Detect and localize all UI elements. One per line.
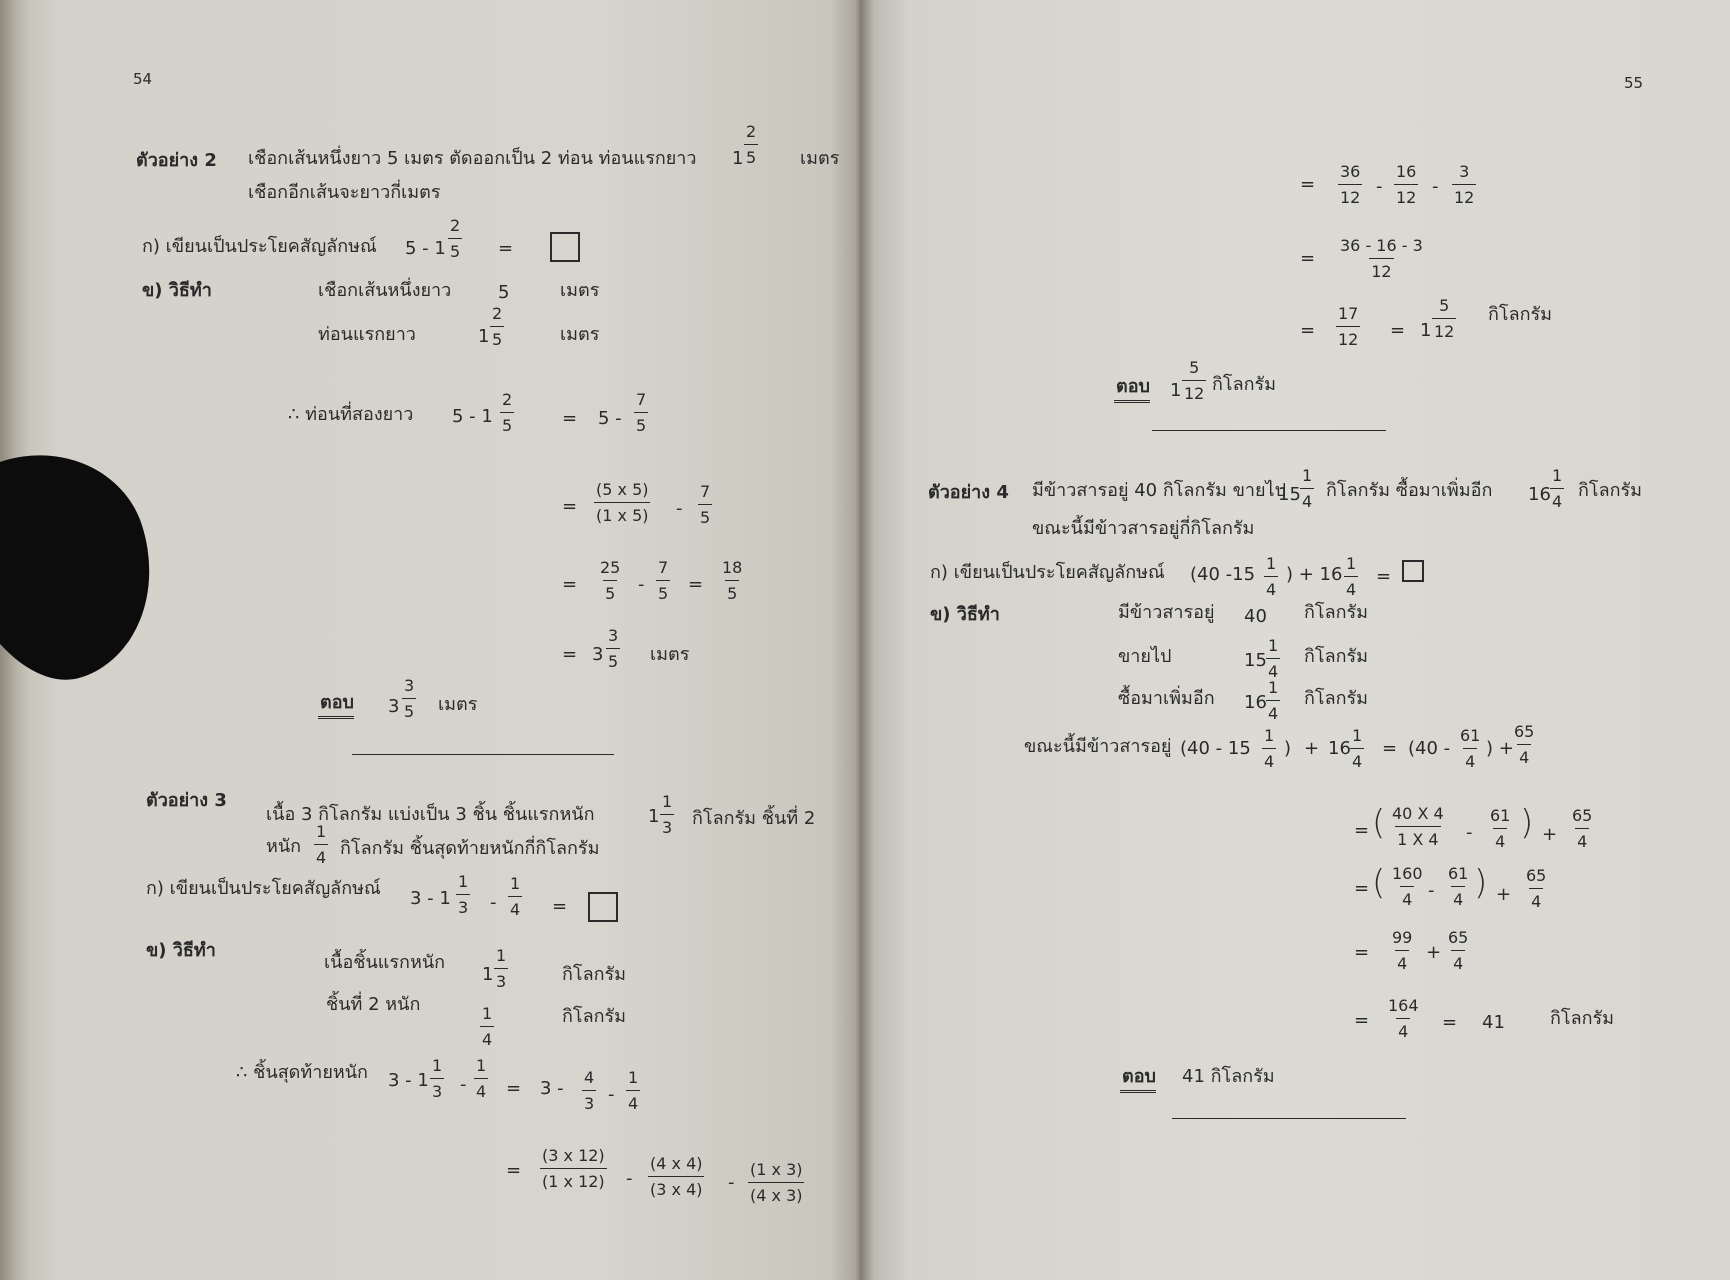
example-3-line1: เนื้อ 3 กิโลกรัม แบ่งเป็น 3 ชิ้น ชิ้นแรกหนัก [266,804,595,825]
example-4-line2: ขณะนี้มีข้าวสารอยู่กี่กิโลกรัม [1032,518,1255,539]
left-page: 54 ตัวอย่าง 2 เชือกเส้นหนึ่งยาว 5 เมตร ตัดออกเป็น 2 ท่อน ท่อนแรกยาว 1 $\frac{2}{5}$ เมตร เชือกอีกเส้นจะยาวกี่เมตร ก) เขียนเป็นประโยคสัญลักษณ์ 5 - 1 $\frac{2}{5}$ = ข) วิธีทำ เชือกเส้นหนึ่งยาว 5 เมตร ท่อนแรกยาว 1 $\frac{2}{5}$ เมตร ∴ ท่อนที่สองยาว 5 - 1 $\frac{2}{5}$ = 5 - $\frac{7}{5}$ = $\frac{(5 x 5)}{(1 x 5)}$ - $\frac{7}{5}$ = $\frac{25}{5}$ - $\frac{7}{5}$ = $\frac{18}{5}$ = 3 $\frac{3}{5}$ เมตร ตอบ 3 $\frac{3}{5}$ เมตร ตัวอย่าง 3 เนื้อ 3 กิโลกรัม แบ่งเป็น 3 ชิ้น ชิ้นแรกหนัก 1 $\frac{1}{3}$ กิโลกรัม ชิ้นที่ 2 หนัก $\frac{1}{4}$ กิโลกรัม ชิ้นสุดท้ายหนักกี่กิโลกรัม ก) เขียนเป็นประโยคสัญลักษณ์ 3 - 1 $\frac{1}{3}$ - $\frac{1}{4}$ = ข) วิธีทำ เนื้อชิ้นแรกหนัก 1 $\frac{1}{3}$ กิโลกรัม ชิ้นที่ 2 หนัก $\frac{1}{4}$ กิโลกรัม ∴ ชิ้นสุดท้ายหนัก 3 - 1 $\frac{1}{3}$ - $\frac{1}{4}$ = 3 - $\frac{4}{3}$ - $\frac{1}{4}$ = $\frac{(3 x 12)}{(1 x 12)}$ - $\frac{(4 x 4)}{(3 x 4)}$ - $\frac{(1 x 3)}{(4 x 3)}$ [0,0,860,1280]
answer-label: ตอบ [1116,376,1150,397]
fraction: $\frac{5}{12}$ [1184,358,1205,403]
fraction: $\frac{1}{3}$ [496,946,507,991]
fraction: $\frac{65}{4}$ [1526,866,1547,911]
fraction: $\frac{(4 x 4)}{(3 x 4)}$ [650,1154,703,1199]
fraction: $\frac{61}{4}$ [1448,864,1469,909]
fraction: $\frac{40 X 4}{1 X 4}$ [1392,804,1444,849]
fraction: $\frac{1}{4}$ [510,874,521,919]
fraction: $\frac{160}{4}$ [1392,864,1423,909]
answer-box [588,892,618,922]
fraction: $\frac{7}{5}$ [700,482,711,527]
fraction: $\frac{(3 x 12)}{(1 x 12)}$ [542,1146,605,1191]
example-2-line1: เชือกเส้นหนึ่งยาว 5 เมตร ตัดออกเป็น 2 ท่อน ท่อนแรกยาว [248,148,697,169]
answer-label: ตอบ [1122,1066,1156,1087]
fraction: $\frac{99}{4}$ [1392,928,1413,973]
fraction: $\frac{2}{5}$ [502,390,513,435]
part-a-label: ก) เขียนเป็นประโยคสัญลักษณ์ [930,562,1165,583]
fraction: $\frac{1}{4}$ [1552,466,1563,511]
fraction: $\frac{1}{4}$ [1268,636,1279,681]
fraction: $\frac{1}{4}$ [316,822,327,867]
section-divider [1152,430,1386,431]
example-2-line2: เชือกอีกเส้นจะยาวกี่เมตร [248,182,441,203]
fraction: $\frac{17}{12}$ [1338,304,1359,349]
example-3-label: ตัวอย่าง 3 [146,790,227,811]
example-4-label: ตัวอย่าง 4 [928,482,1009,503]
fraction: $\frac{18}{5}$ [722,558,743,603]
part-b-label: ข) วิธีทำ [930,604,1000,625]
right-page: 55 = $\frac{36}{12}$ - $\frac{16}{12}$ - $\frac{3}{12}$ = $\frac{36 - 16 - 3}{12}$ = $\frac{17}{12}$ = 1 $\frac{5}{12}$ กิโลกรัม ตอบ 1 $\frac{5}{12}$ กิโลกรัม ตัวอย่าง 4 มีข้าวสารอยู่ 40 กิโลกรัม ขายไป 15 $\frac{1}{4}$ กิโลกรัม ซื้อมาเพิ่มอีก 16 $\frac{1}{4}$ กิโลกรัม ขณะนี้มีข้าวสารอยู่กี่กิโลกรัม ก) เขียนเป็นประโยคสัญลักษณ์ (40 -15 $\frac{1}{4}$ ) + 16 $\frac{1}{4}$ = ข) วิธีทำ มีข้าวสารอยู่ 40 กิโลกรัม ขายไป 15 $\frac{1}{4}$ กิโลกรัม ซื้อมาเพิ่มอีก 16 $\frac{1}{4}$ กิโลกรัม ขณะนี้มีข้าวสารอยู่ (40 - 15 $\frac{1}{4}$ ) + 16 $\frac{1}{4}$ = (40 - $\frac{61}{4}$ ) + $\frac{65}{4}$ = ( $\frac{40 X 4}{1 X 4}$ - $\frac{61}{4}$ ) + $\frac{65}{4}$ = ( $\frac{160}{4}$ - $\frac{61}{4}$ ) + $\frac{65}{4}$ = $\frac{99}{4}$ + $\frac{65}{4}$ = $\frac{164}{4}$ = 41 กิโลกรัม ตอบ 41 กิโลกรัม [860,0,1730,1280]
fraction: $\frac{7}{5}$ [636,390,647,435]
fraction: $\frac{7}{5}$ [658,558,669,603]
fraction: $\frac{1}{4}$ [1346,554,1357,599]
part-b-label: ข) วิธีทำ [142,280,212,301]
section-divider [1172,1118,1406,1119]
fraction: $\frac{16}{12}$ [1396,162,1417,207]
fraction: $\frac{1}{4}$ [1302,466,1313,511]
fraction: $\frac{36}{12}$ [1340,162,1361,207]
page-number: 55 [1624,74,1644,92]
fraction: $\frac{61}{4}$ [1490,806,1511,851]
fraction: $\frac{1}{3}$ [432,1056,443,1101]
page-number: 54 [133,70,153,88]
section-divider [352,754,614,755]
part-a-label: ก) เขียนเป็นประโยคสัญลักษณ์ [146,878,381,899]
fraction: $\frac{61}{4}$ [1460,726,1481,771]
fraction: $\frac{3}{12}$ [1454,162,1475,207]
fraction: $\frac{4}{3}$ [584,1068,595,1113]
fraction: $\frac{1}{4}$ [482,1004,493,1049]
fraction: $\frac{1}{4}$ [1268,678,1279,723]
example-2-label: ตัวอย่าง 2 [136,150,217,171]
fraction: $\frac{65}{4}$ [1572,806,1593,851]
answer-box [1402,560,1424,582]
fraction: $\frac{(1 x 3)}{(4 x 3)}$ [750,1160,803,1205]
example-4-line1: มีข้าวสารอยู่ 40 กิโลกรัม ขายไป [1032,480,1287,501]
fraction: $\frac{25}{5}$ [600,558,621,603]
fraction: $\frac{1}{4}$ [476,1056,487,1101]
fraction: $\frac{1}{4}$ [628,1068,639,1113]
fraction: $\frac{1}{3}$ [662,792,673,837]
fraction: $\frac{1}{4}$ [1264,726,1275,771]
fraction: $\frac{65}{4}$ [1448,928,1469,973]
answer-box [550,232,580,262]
fraction: $\frac{164}{4}$ [1388,996,1419,1041]
fraction: $\frac{(5 x 5)}{(1 x 5)}$ [596,480,649,525]
fraction: $\frac{3}{5}$ [608,626,619,671]
answer-label: ตอบ [320,692,354,713]
fraction: $\frac{1}{4}$ [1266,554,1277,599]
fraction: $\frac{65}{4}$ [1514,722,1535,767]
fraction: $\frac{1}{4}$ [1352,726,1363,771]
fraction: $\frac{2}{5}$ [746,122,757,167]
part-b-label: ข) วิธีทำ [146,940,216,961]
fraction: $\frac{36 - 16 - 3}{12}$ [1340,236,1423,281]
thumb-shadow [0,426,181,703]
fraction: $\frac{2}{5}$ [492,304,503,349]
fraction: $\frac{5}{12}$ [1434,296,1455,341]
fraction: $\frac{1}{3}$ [458,872,469,917]
fraction: $\frac{2}{5}$ [450,216,461,261]
fraction: $\frac{3}{5}$ [404,676,415,721]
part-a-label: ก) เขียนเป็นประโยคสัญลักษณ์ [142,236,377,257]
